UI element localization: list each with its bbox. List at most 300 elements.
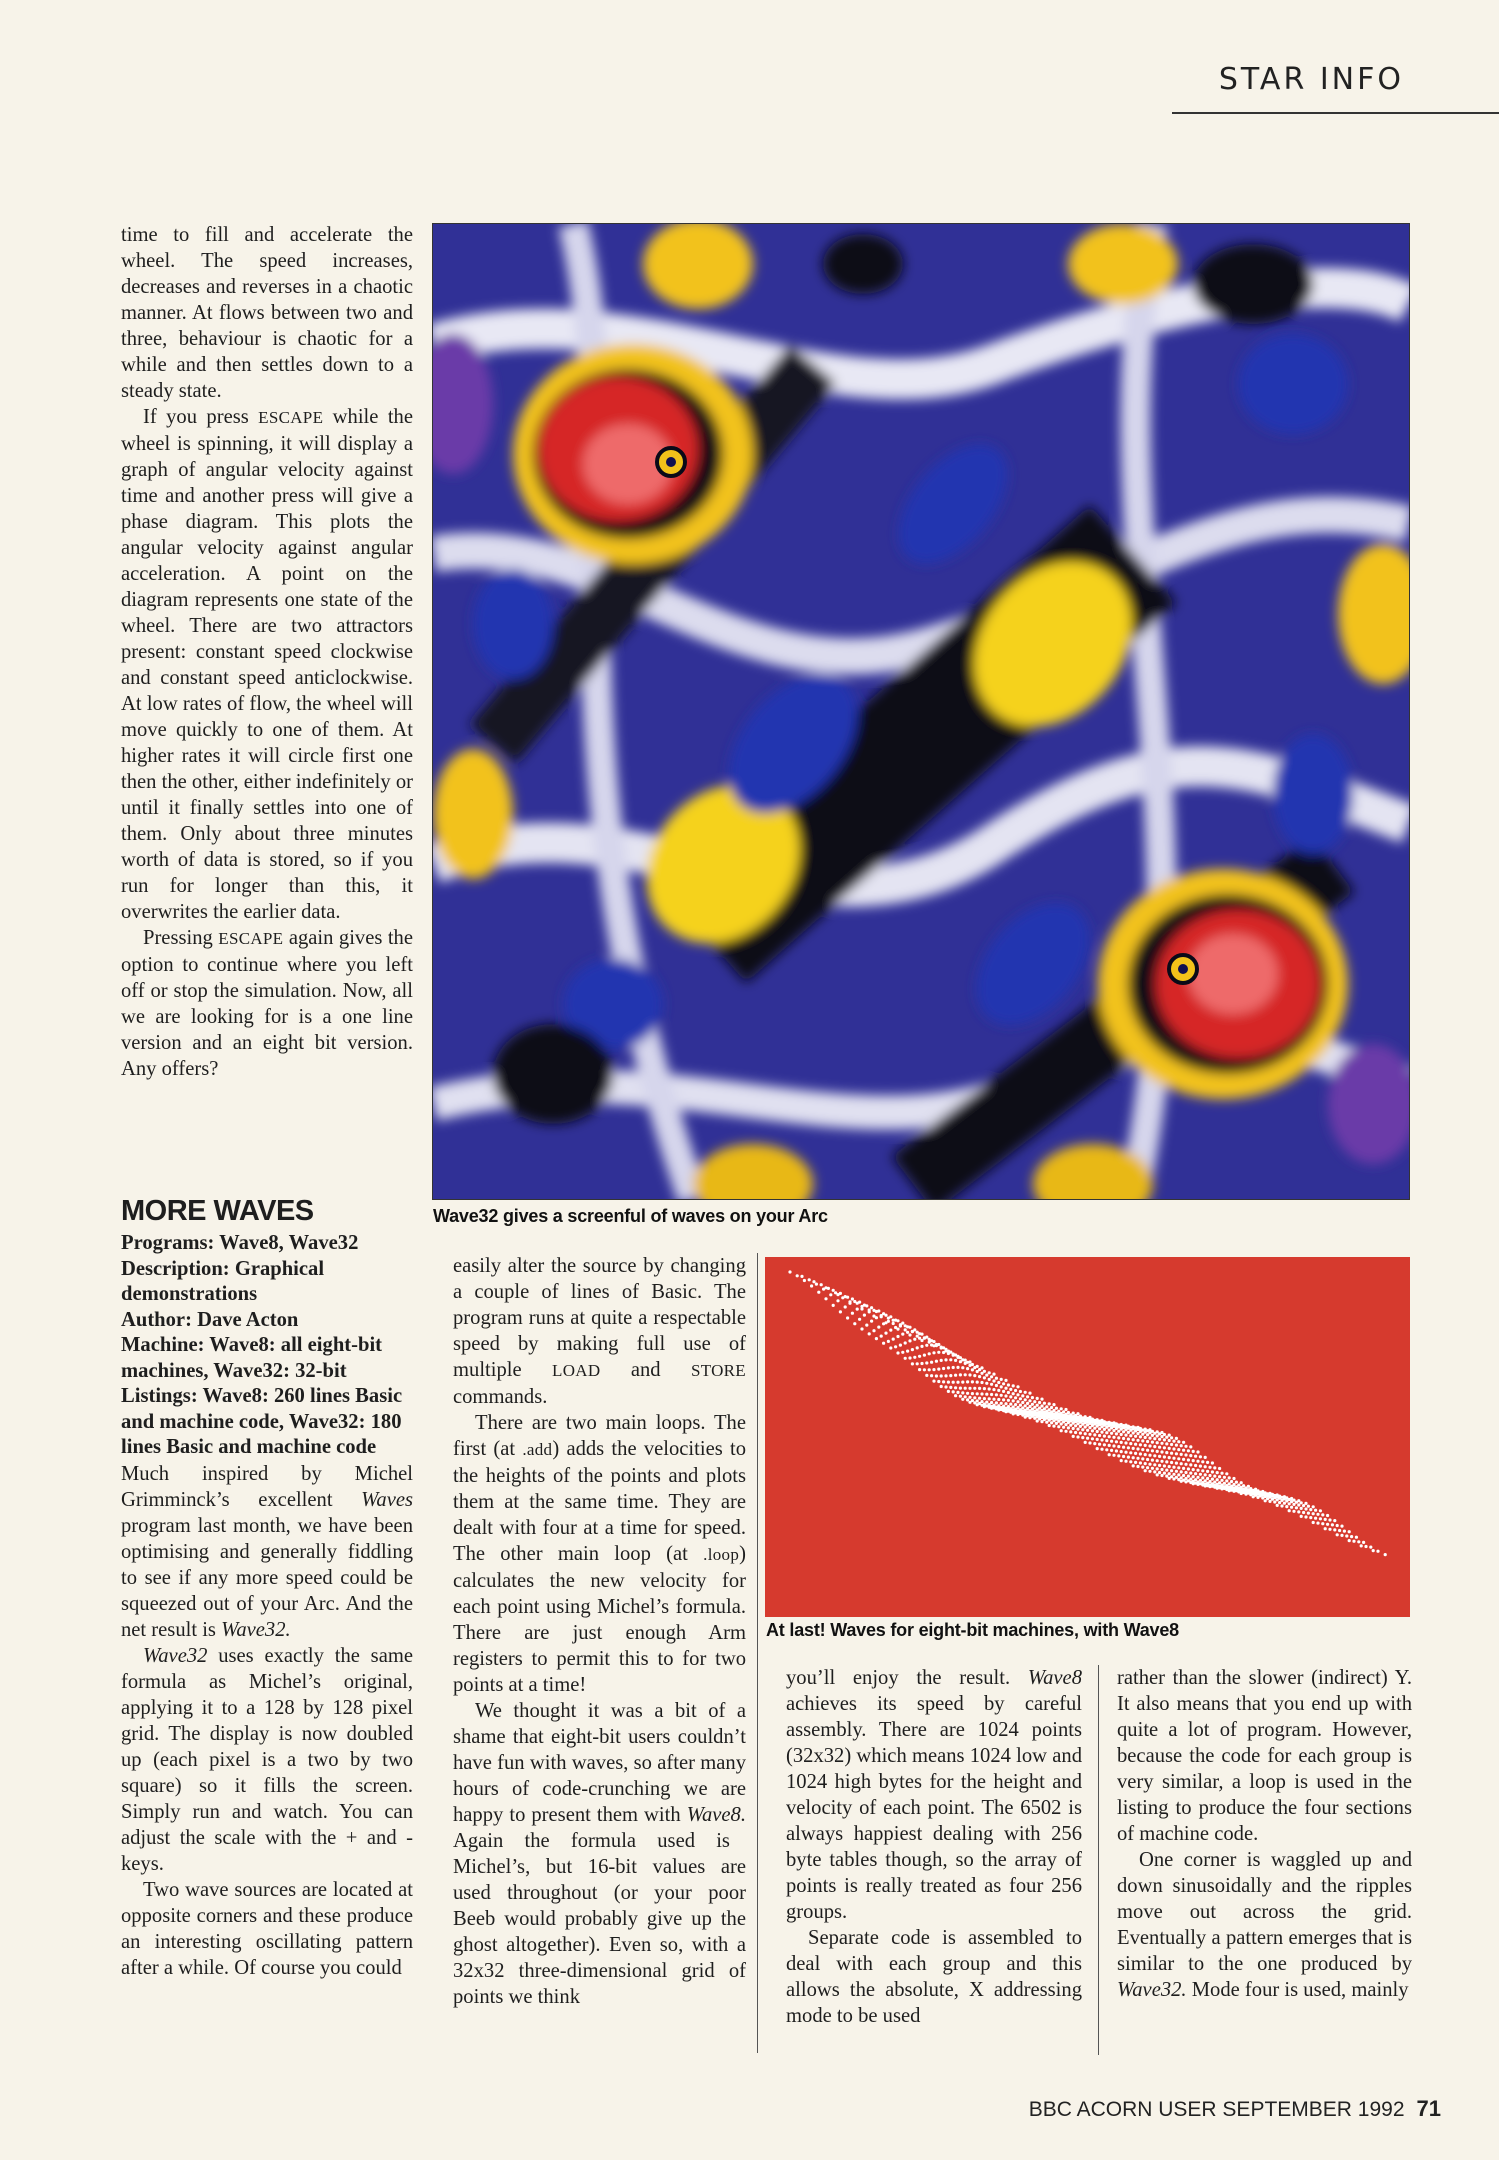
wave8-point xyxy=(851,1312,854,1315)
wave8-point xyxy=(1134,1435,1137,1438)
wave8-point xyxy=(1129,1442,1132,1445)
wave8-point xyxy=(1009,1403,1012,1406)
wave8-point xyxy=(1024,1398,1027,1401)
wave8-point xyxy=(1196,1450,1199,1453)
wave8-point xyxy=(1076,1428,1079,1431)
wave8-point xyxy=(872,1329,875,1332)
wave8-point xyxy=(1175,1452,1178,1455)
wave8-point xyxy=(1084,1425,1087,1428)
wave8-point xyxy=(1036,1397,1039,1400)
wave8-point xyxy=(1350,1535,1353,1538)
wave8-point xyxy=(968,1373,971,1376)
wave8-point xyxy=(1168,1456,1171,1459)
wave8-point xyxy=(1062,1410,1065,1413)
wave8-point xyxy=(1170,1461,1173,1464)
wave8-point xyxy=(952,1352,955,1355)
wave8-point xyxy=(1110,1440,1113,1443)
wave8-point xyxy=(868,1332,871,1335)
wave8-point xyxy=(892,1322,895,1325)
wave8-point xyxy=(1144,1453,1147,1456)
wave8-point xyxy=(988,1378,991,1381)
wave8-point xyxy=(968,1396,971,1399)
wave8-point xyxy=(1240,1481,1243,1484)
wave8-point xyxy=(1204,1473,1207,1476)
wave8-point xyxy=(1213,1466,1216,1469)
wave8-point xyxy=(1004,1379,1007,1382)
wave8-point xyxy=(992,1398,995,1401)
wave8-point xyxy=(1026,1402,1029,1405)
wave8-point xyxy=(896,1351,899,1354)
wave8-point xyxy=(1187,1458,1190,1461)
info-line: Machine: Wave8: all eight-bit machines, Wave32: 32-bit xyxy=(121,1334,383,1382)
wave8-point xyxy=(865,1324,868,1327)
wave8-point xyxy=(1151,1459,1154,1462)
wave8-point xyxy=(1079,1425,1082,1428)
wave8-point xyxy=(908,1333,911,1336)
wave8-point xyxy=(1093,1433,1096,1436)
wave8-point xyxy=(1213,1481,1216,1484)
paragraph: you’ll enjoy the result. Wave8 achieves its speed by careful assembly. There are 1024 points (32x32) which means 1024 low and 1024 high bytes for the height and velocity of each point. The 6502 is always happiest dealing with 256 byte tables though, so the array of points is really treated as four 256 groups. xyxy=(786,1667,1082,1923)
wave8-point xyxy=(872,1315,875,1318)
wave8-point xyxy=(1218,1475,1221,1478)
wave8-point xyxy=(1165,1442,1168,1445)
wave8-point xyxy=(1304,1502,1307,1505)
wave8-point xyxy=(1180,1462,1183,1465)
wave8-point xyxy=(1220,1472,1223,1475)
wave8-point xyxy=(875,1337,878,1340)
wave8-point xyxy=(1211,1478,1214,1481)
wave8-point xyxy=(844,1295,847,1298)
wave8-point xyxy=(1151,1434,1154,1437)
wave8-point xyxy=(983,1376,986,1379)
wave8-point xyxy=(973,1387,976,1390)
wave8-point xyxy=(1213,1475,1216,1478)
wave8-point xyxy=(935,1360,938,1363)
wave8-point xyxy=(1076,1435,1079,1438)
wave8-point xyxy=(1276,1493,1279,1496)
wave8-point xyxy=(1132,1447,1135,1450)
wave8-point xyxy=(1072,1435,1075,1438)
wave8-point xyxy=(1208,1466,1211,1469)
wave8-point xyxy=(1031,1403,1034,1406)
wave8-point xyxy=(1153,1437,1156,1440)
wave8-point xyxy=(1136,1447,1139,1450)
wave8-point xyxy=(1007,1383,1010,1386)
wave8-point xyxy=(985,1401,988,1404)
wave8-point xyxy=(1153,1470,1156,1473)
wave8-point xyxy=(877,1326,880,1329)
wave8-point xyxy=(1304,1515,1307,1518)
wave8-point xyxy=(1319,1509,1322,1512)
wave8-point xyxy=(1124,1451,1127,1454)
wave8-point xyxy=(1314,1509,1317,1512)
wave8-point xyxy=(1067,1426,1070,1429)
wave8-point xyxy=(928,1341,931,1344)
wave8-point xyxy=(820,1283,823,1286)
wave8-point xyxy=(1045,1405,1048,1408)
wave8-point xyxy=(1074,1424,1077,1427)
wave8-point xyxy=(1139,1452,1142,1455)
wave8-point xyxy=(1148,1470,1151,1473)
wave8-point xyxy=(1324,1518,1327,1521)
wave8-point xyxy=(1160,1474,1163,1477)
wave8-point xyxy=(1132,1464,1135,1467)
wave8-point xyxy=(1112,1454,1115,1457)
wave8-point xyxy=(901,1351,904,1354)
wave8-point xyxy=(942,1367,945,1370)
wave8-point xyxy=(952,1390,955,1393)
wave8-point xyxy=(1026,1395,1029,1398)
wave8-point xyxy=(1016,1385,1019,1388)
wave8-point xyxy=(1000,1378,1003,1381)
wave8-point xyxy=(1168,1465,1171,1468)
wave8-point xyxy=(1192,1450,1195,1453)
wave8-point xyxy=(860,1307,863,1310)
wave8-point xyxy=(995,1384,998,1387)
wave8-point xyxy=(1160,1435,1163,1438)
wave8-point xyxy=(1261,1490,1264,1493)
wave8-point xyxy=(1196,1476,1199,1479)
wave8-point xyxy=(1158,1438,1161,1441)
wave8-point xyxy=(1312,1512,1315,1515)
wave8-point xyxy=(918,1332,921,1335)
wave8-point xyxy=(1100,1448,1103,1451)
wave8-point xyxy=(1276,1504,1279,1507)
wave8-point xyxy=(1184,1477,1187,1480)
wave8-point xyxy=(992,1373,995,1376)
wave8-point xyxy=(940,1359,943,1362)
wave8-point xyxy=(1328,1518,1331,1521)
wave8-point xyxy=(1295,1506,1298,1509)
wave8-point xyxy=(1316,1522,1319,1525)
wave8-point xyxy=(1328,1528,1331,1531)
wave8-point xyxy=(1019,1404,1022,1407)
wave8-point xyxy=(947,1390,950,1393)
wave8-point xyxy=(990,1401,993,1404)
wave8-point xyxy=(1180,1444,1183,1447)
wave8-point xyxy=(810,1284,813,1287)
wave8-point xyxy=(1324,1527,1327,1530)
wave8-point xyxy=(928,1368,931,1371)
wave8-point xyxy=(1136,1457,1139,1460)
wave8-point xyxy=(928,1352,931,1355)
paragraph: Much inspired by Michel Grimminck’s excellent Waves program last month, we have been optimising and generally fiddling to see if any more speed could be squeezed out of your Arc. And the net result is Wave32. xyxy=(121,1462,413,1641)
paragraph: time to fill and accelerate the wheel. The speed increases, decreases and reverses in a chaotic manner. At flows between two and three, behaviour is chaotic for a while and then settles down to a steady state. xyxy=(121,224,413,402)
wave8-point xyxy=(992,1388,995,1391)
wave8-point xyxy=(1307,1512,1310,1515)
wave8-point xyxy=(1165,1460,1168,1463)
wave8-point xyxy=(1132,1425,1135,1428)
wave8-point xyxy=(1348,1530,1351,1533)
wave8-point xyxy=(1021,1401,1024,1404)
wave8-point xyxy=(1148,1454,1151,1457)
wave8-point xyxy=(971,1363,974,1366)
wave8-point xyxy=(971,1399,974,1402)
wave8-point xyxy=(968,1387,971,1390)
wave8-point xyxy=(976,1392,979,1395)
wave8-point xyxy=(1096,1418,1099,1421)
wave8-point xyxy=(1343,1530,1346,1533)
wave8-point xyxy=(1096,1438,1099,1441)
wave8-point xyxy=(1136,1432,1139,1435)
wave8-point xyxy=(1064,1423,1067,1426)
wave8-point xyxy=(1180,1470,1183,1473)
wave8-point xyxy=(1019,1397,1022,1400)
wave8-point xyxy=(1036,1404,1039,1407)
wave8-point xyxy=(1182,1449,1185,1452)
page-footer xyxy=(1029,2096,1441,2122)
wave8-point xyxy=(1321,1522,1324,1525)
wave8-point xyxy=(1055,1422,1058,1425)
wave8-point xyxy=(1141,1457,1144,1460)
wave8-point xyxy=(1115,1432,1118,1435)
wave8-point xyxy=(892,1338,895,1341)
wave8-point xyxy=(884,1321,887,1324)
wave8-point xyxy=(1194,1455,1197,1458)
wave8-point xyxy=(932,1344,935,1347)
wave8-point xyxy=(973,1396,976,1399)
wave8-point xyxy=(1088,1416,1091,1419)
wave8-point xyxy=(1100,1419,1103,1422)
wave8-point xyxy=(1016,1393,1019,1396)
wave8-point xyxy=(1156,1430,1159,1433)
column-4 xyxy=(1117,1665,1412,2003)
wave8-point xyxy=(829,1293,832,1296)
wave8-point xyxy=(1156,1441,1159,1444)
wave8-point xyxy=(824,1286,827,1289)
wave8-point xyxy=(1163,1455,1166,1458)
wave8-point xyxy=(916,1362,919,1365)
wave8-point xyxy=(1002,1405,1005,1408)
wave8-point xyxy=(1134,1461,1137,1464)
wave8-point xyxy=(956,1381,959,1384)
wave8-point xyxy=(1345,1534,1348,1537)
wave8-point xyxy=(1153,1445,1156,1448)
wave8-point xyxy=(1280,1504,1283,1507)
wave8-point xyxy=(896,1335,899,1338)
wave8-point xyxy=(1177,1440,1180,1443)
wave8-point xyxy=(1201,1476,1204,1479)
wave8-point xyxy=(906,1350,909,1353)
wave8-point xyxy=(1040,1420,1043,1423)
wave8-point xyxy=(997,1381,1000,1384)
wave8-point xyxy=(1283,1502,1286,1505)
wave8-point xyxy=(992,1379,995,1382)
wave8-point xyxy=(1326,1514,1329,1517)
wave8-point xyxy=(1086,1437,1089,1440)
wave8-point xyxy=(1141,1448,1144,1451)
wave8-point xyxy=(1235,1481,1238,1484)
wave8-point xyxy=(1156,1473,1159,1476)
wave8-point xyxy=(947,1366,950,1369)
wave8-point xyxy=(1038,1401,1041,1404)
wave8-point xyxy=(1300,1515,1303,1518)
wave8-point xyxy=(1060,1422,1063,1425)
wave8-point xyxy=(1028,1392,1031,1395)
wave8-point xyxy=(1103,1435,1106,1438)
wave8-point xyxy=(1124,1434,1127,1437)
wave8-point xyxy=(1218,1481,1221,1484)
wave8-point xyxy=(937,1380,940,1383)
wave8-point xyxy=(1112,1421,1115,1424)
wave8-point xyxy=(1144,1428,1147,1431)
wave8-point xyxy=(1206,1470,1209,1473)
wave8-point xyxy=(980,1392,983,1395)
wave8-point xyxy=(1362,1541,1365,1544)
wave8-point xyxy=(983,1370,986,1373)
wave8-point xyxy=(1151,1449,1154,1452)
wave8-point xyxy=(1144,1469,1147,1472)
wave8-point xyxy=(1024,1391,1027,1394)
wave8-point xyxy=(1333,1528,1336,1531)
wave8-point xyxy=(1288,1509,1291,1512)
wave8-point xyxy=(1273,1500,1276,1503)
wave8-point xyxy=(1120,1459,1123,1462)
wave8-point xyxy=(1189,1478,1192,1481)
wave8-point xyxy=(985,1374,988,1377)
wave8-point xyxy=(923,1368,926,1371)
wave8-point xyxy=(1031,1396,1034,1399)
wave8-point xyxy=(1223,1476,1226,1479)
wave8-point xyxy=(988,1371,991,1374)
wave8-point xyxy=(1136,1465,1139,1468)
wave8-point xyxy=(1196,1460,1199,1463)
wave8-point xyxy=(1141,1433,1144,1436)
wave8-point xyxy=(920,1345,923,1348)
paragraph: Two wave sources are located at opposite corners and these produce an interesting oscillating pattern after a while. Of course you could xyxy=(121,1878,413,1979)
wave8-point xyxy=(1153,1463,1156,1466)
wave8-point xyxy=(880,1335,883,1338)
wave8-point xyxy=(995,1393,998,1396)
info-line: Description: Graphical demonstrations xyxy=(121,1257,325,1305)
wave8-point xyxy=(1148,1463,1151,1466)
wave8-point xyxy=(1117,1436,1120,1439)
wave8-point xyxy=(1232,1477,1235,1480)
wave8-point xyxy=(1129,1434,1132,1437)
wave8-point xyxy=(1340,1525,1343,1528)
wave8-point xyxy=(1127,1431,1130,1434)
paragraph: Separate code is assembled to deal with each group and this allows the absolute, X addressing mode to be used xyxy=(786,1927,1082,2027)
paragraph: If you press ESCAPE while the wheel is spinning, it will display a graph of angular velocity against time and another press will give a phase diagram. This plots the angular velocity against angular acceleration. A point on the diagram represents one state of the wheel. There are two attractors present: constant speed clockwise and constant speed anticlockwise. At low rates of flow, the wheel will move quickly to one of them. At higher rates it will circle first one then the other, either indefinitely or until it finally settles into one of them. Only about three minutes worth of data is stored, so if you run for longer than this, it overwrites the earlier data. xyxy=(121,406,413,923)
wave8-point xyxy=(1312,1521,1315,1524)
info-line: Listings: Wave8: 260 lines Basic and machine code, Wave32: 180 lines Basic and machine code xyxy=(121,1385,403,1458)
wave8-point xyxy=(1132,1438,1135,1441)
wave8-point xyxy=(1040,1398,1043,1401)
wave8-point xyxy=(1355,1536,1358,1539)
wave8-point xyxy=(1088,1426,1091,1429)
wave8-point xyxy=(1127,1438,1130,1441)
wave8-point xyxy=(1172,1466,1175,1469)
wave8-point xyxy=(1098,1434,1101,1437)
wave8-point xyxy=(1021,1406,1024,1409)
wave8-point xyxy=(1108,1444,1111,1447)
wave8-point xyxy=(971,1368,974,1371)
wave8-point xyxy=(868,1308,871,1311)
wave8-point xyxy=(1074,1431,1077,1434)
wave8-point xyxy=(1007,1405,1010,1408)
wave8-point xyxy=(1184,1471,1187,1474)
wave8-point xyxy=(1086,1429,1089,1432)
wave8-point xyxy=(966,1398,969,1401)
wave8-point xyxy=(1148,1428,1151,1431)
wave8-point xyxy=(889,1329,892,1332)
wave8-point xyxy=(808,1278,811,1281)
wave8-point xyxy=(1156,1434,1159,1437)
wave8-point xyxy=(1196,1469,1199,1472)
more-waves-section xyxy=(121,1195,413,1981)
wave8-point xyxy=(952,1366,955,1369)
wave8-point xyxy=(988,1387,991,1390)
wave8-point xyxy=(1360,1544,1363,1547)
wave8-point xyxy=(1304,1507,1307,1510)
wave8-point xyxy=(1384,1553,1387,1556)
wave8-point xyxy=(961,1391,964,1394)
wave8-point xyxy=(1216,1471,1219,1474)
wave8-point xyxy=(1088,1433,1091,1436)
wave8-point xyxy=(1108,1428,1111,1431)
wave8-point xyxy=(1127,1456,1130,1459)
wave8-point xyxy=(1084,1432,1087,1435)
wave8-point xyxy=(1146,1458,1149,1461)
wave8-point xyxy=(985,1393,988,1396)
wave8-point xyxy=(1165,1475,1168,1478)
wave8-point xyxy=(1172,1473,1175,1476)
wave8-point xyxy=(1084,1415,1087,1418)
wave8-point xyxy=(1225,1472,1228,1475)
wave8-point xyxy=(1175,1470,1178,1473)
wave8-point xyxy=(976,1381,979,1384)
wave8-point xyxy=(971,1380,974,1383)
wave8-point xyxy=(1290,1506,1293,1509)
wave8-point xyxy=(1175,1462,1178,1465)
wave8-point xyxy=(899,1323,902,1326)
wave8-point xyxy=(964,1395,967,1398)
wave8-point xyxy=(983,1397,986,1400)
column-divider xyxy=(1098,1665,1099,2055)
wave8-point xyxy=(1072,1427,1075,1430)
paragraph: rather than the slower (indirect) Y. It also means that you end up with quite a lot of program. However, because the code for each group is very similar, a loop is used in the listing to produce the four sections of machine code. xyxy=(1117,1667,1412,1845)
wave8-point xyxy=(1302,1511,1305,1514)
wave8-point xyxy=(1148,1437,1151,1440)
wave8-point xyxy=(1168,1439,1171,1442)
wave8-point xyxy=(863,1304,866,1307)
wave8-point xyxy=(1048,1408,1051,1411)
column-3 xyxy=(786,1665,1082,2029)
paragraph: One corner is waggled up and down sinusoidally and the ripples move out across the grid. Eventually a pattern emerges that is similar to the one produced by Wave32. Mode four is used, mainly xyxy=(1117,1849,1412,2001)
wave8-point xyxy=(1028,1399,1031,1402)
wave8-point xyxy=(959,1387,962,1390)
wave8-point xyxy=(1338,1529,1341,1532)
wave8-point xyxy=(1115,1449,1118,1452)
wave8-point xyxy=(966,1392,969,1395)
wave8-point xyxy=(1177,1448,1180,1451)
wave8-point xyxy=(1369,1546,1372,1549)
wave8-point xyxy=(1288,1502,1291,1505)
wave8-point xyxy=(1163,1446,1166,1449)
wave8-point xyxy=(949,1374,952,1377)
wave8-point xyxy=(1192,1459,1195,1462)
wave8-point xyxy=(988,1403,991,1406)
wave8-point xyxy=(966,1367,969,1370)
wave8-point xyxy=(1014,1389,1017,1392)
wave8-point xyxy=(908,1339,911,1342)
wave8-point xyxy=(1249,1487,1252,1490)
wave8-point xyxy=(1376,1550,1379,1553)
wave8-point xyxy=(1084,1441,1087,1444)
wave8-point xyxy=(930,1374,933,1377)
wave8-point xyxy=(930,1361,933,1364)
wave8-point xyxy=(942,1380,945,1383)
